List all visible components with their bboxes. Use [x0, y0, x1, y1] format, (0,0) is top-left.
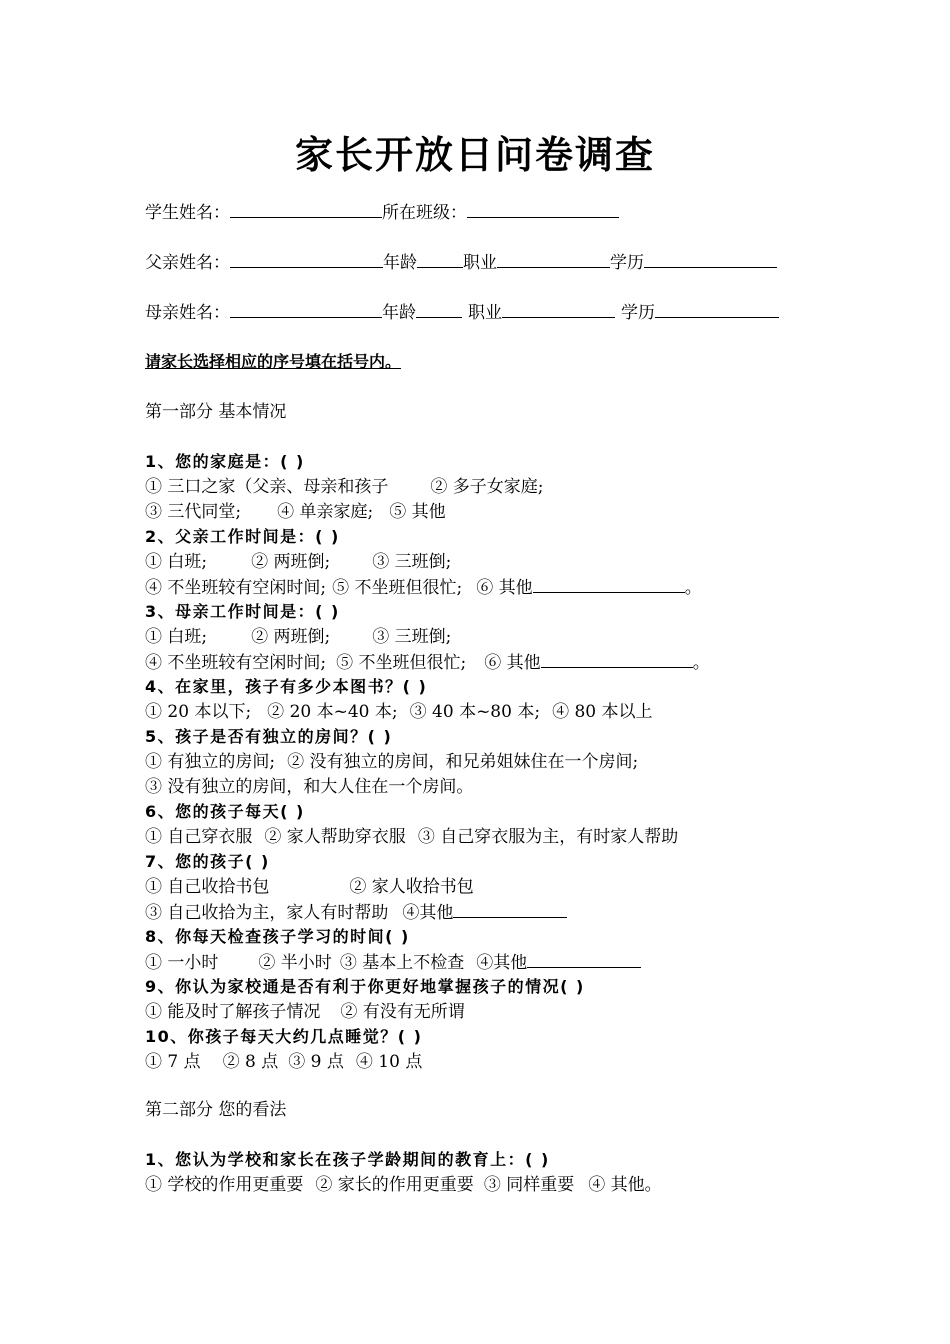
- question-8: 8、你每天检查孩子学习的时间( ): [145, 927, 410, 946]
- question-3-options-row1: [145, 625, 451, 649]
- question-8-options: [145, 950, 641, 975]
- q3-option-5[interactable]: ⑤ 不坐班但很忙;: [336, 653, 467, 673]
- student-name-label: 学生姓名：: [145, 203, 230, 223]
- q6-option-3[interactable]: ③ 自己穿衣服为主，有时家人帮助: [417, 827, 679, 847]
- q8-option-1[interactable]: ① 一小时: [145, 953, 219, 973]
- q3-option-1[interactable]: ① 白班;: [145, 627, 208, 647]
- mother-age-label: 年龄: [382, 303, 416, 323]
- p2q1-option-2[interactable]: ② 家长的作用更重要: [315, 1175, 474, 1195]
- question-7: 7、您的孩子( ): [145, 852, 270, 871]
- q1-option-1[interactable]: ① 三口之家（父亲、母亲和孩子: [145, 477, 389, 497]
- class-label: 所在班级：: [382, 203, 467, 223]
- father-name-field[interactable]: [230, 250, 383, 268]
- q3-option-6[interactable]: ⑥ 其他: [484, 653, 541, 673]
- mother-job-label: 职业: [468, 303, 502, 323]
- q2-option-6[interactable]: ⑥ 其他: [476, 578, 533, 598]
- mother-age-field[interactable]: [416, 300, 462, 318]
- question-7-options-row2: [145, 900, 567, 925]
- q6-option-2[interactable]: ② 家人帮助穿衣服: [264, 827, 406, 847]
- q3-option-2[interactable]: ② 两班倒;: [251, 627, 331, 647]
- q3-option-3[interactable]: ③ 三班倒;: [372, 627, 452, 647]
- q1-option-4[interactable]: ④ 单亲家庭;: [277, 502, 374, 522]
- q10-option-3[interactable]: ③ 9 点: [288, 1052, 344, 1072]
- question-7-options-row1: [145, 875, 474, 899]
- father-job-field[interactable]: [497, 250, 610, 268]
- q8-other-field[interactable]: [527, 950, 641, 968]
- father-age-field[interactable]: [417, 250, 463, 268]
- part2-heading: 第二部分 您的看法: [145, 1100, 287, 1120]
- father-info-row: [145, 250, 777, 275]
- q10-option-4[interactable]: ④ 10 点: [355, 1052, 423, 1072]
- student-info-row: [145, 200, 619, 225]
- mother-edu-field[interactable]: [655, 300, 779, 318]
- q1-option-2[interactable]: ② 多子女家庭;: [430, 477, 544, 497]
- q7-option-4[interactable]: ④其他: [402, 903, 454, 923]
- father-edu-field[interactable]: [644, 250, 777, 268]
- question-5-options-row1: [145, 750, 638, 774]
- question-10: 10、你孩子每天大约几点睡觉？( ): [145, 1027, 423, 1046]
- q10-option-1[interactable]: ① 7 点: [145, 1052, 201, 1072]
- q2-period: 。: [684, 578, 702, 598]
- q7-option-2[interactable]: ② 家人收拾书包: [349, 877, 474, 897]
- q9-option-2[interactable]: ② 有没有无所谓: [340, 1002, 465, 1022]
- father-edu-label: 学历: [610, 253, 644, 273]
- question-6: 6、您的孩子每天( ): [145, 802, 305, 821]
- p2q1-option-3[interactable]: ③ 同样重要: [483, 1175, 575, 1195]
- q4-option-1[interactable]: ① 20 本以下;: [145, 702, 252, 722]
- question-1-options-row2: [145, 500, 446, 524]
- question-3-options-row2: [145, 650, 710, 675]
- q3-option-4[interactable]: ④ 不坐班较有空闲时间;: [145, 653, 327, 673]
- father-age-label: 年龄: [383, 253, 417, 273]
- question-4: 4、在家里，孩子有多少本图书？( ): [145, 677, 428, 696]
- q4-option-3[interactable]: ③ 40 本~80 本;: [409, 702, 541, 722]
- part2-question-1-options: [145, 1173, 662, 1197]
- q8-option-3[interactable]: ③ 基本上不检查: [339, 953, 465, 973]
- q9-option-1[interactable]: ① 能及时了解孩子情况: [145, 1002, 321, 1022]
- part1-heading: 第一部分 基本情况: [145, 402, 287, 422]
- q5-option-2[interactable]: ② 没有独立的房间，和兄弟姐妹住在一个房间;: [287, 752, 639, 772]
- question-2: 2、父亲工作时间是：( ): [145, 527, 340, 546]
- question-5: 5、孩子是否有独立的房间？( ): [145, 727, 393, 746]
- question-10-options: [145, 1050, 422, 1074]
- question-9: 9、你认为家校通是否有利于你更好地掌握孩子的情况( ): [145, 977, 585, 996]
- question-4-options: [145, 700, 653, 724]
- mother-name-label: 母亲姓名：: [145, 303, 230, 323]
- q1-option-5[interactable]: ⑤ 其他: [389, 502, 446, 522]
- q5-option-3[interactable]: ③ 没有独立的房间，和大人住在一个房间。: [145, 777, 474, 797]
- student-name-field[interactable]: [230, 200, 382, 218]
- q8-option-2[interactable]: ② 半小时: [258, 953, 332, 973]
- question-6-options: [145, 825, 678, 849]
- question-2-options-row1: [145, 550, 451, 574]
- father-job-label: 职业: [463, 253, 497, 273]
- q7-other-field[interactable]: [453, 900, 567, 918]
- q1-option-3[interactable]: ③ 三代同堂;: [145, 502, 242, 522]
- q7-option-3[interactable]: ③ 自己收拾为主，家人有时帮助: [145, 903, 389, 923]
- mother-edu-label: 学历: [621, 303, 655, 323]
- page-title: 家长开放日问卷调查: [294, 133, 655, 177]
- q3-period: 。: [692, 653, 710, 673]
- mother-job-field[interactable]: [502, 300, 615, 318]
- question-1: 1、您的家庭是：( ): [145, 452, 305, 471]
- question-3: 3、母亲工作时间是：( ): [145, 602, 340, 621]
- q4-option-4[interactable]: ④ 80 本以上: [552, 702, 653, 722]
- q2-option-2[interactable]: ② 两班倒;: [251, 552, 331, 572]
- father-name-label: 父亲姓名：: [145, 253, 230, 273]
- question-2-options-row2: [145, 575, 702, 600]
- q2-option-3[interactable]: ③ 三班倒;: [372, 552, 452, 572]
- part2-question-1: 1、您认为学校和家长在孩子学龄期间的教育上：( ): [145, 1150, 550, 1169]
- question-5-options-row2: [145, 775, 473, 799]
- question-1-options-row1: [145, 475, 544, 499]
- mother-name-field[interactable]: [230, 300, 382, 318]
- p2q1-option-1[interactable]: ① 学校的作用更重要: [145, 1175, 304, 1195]
- q5-option-1[interactable]: ① 有独立的房间;: [145, 752, 276, 772]
- q2-option-5[interactable]: ⑤ 不坐班但很忙;: [332, 578, 463, 598]
- q8-option-4[interactable]: ④其他: [476, 953, 528, 973]
- q2-option-4[interactable]: ④ 不坐班较有空闲时间;: [145, 578, 327, 598]
- q4-option-2[interactable]: ② 20 本~40 本;: [267, 702, 398, 722]
- q3-other-field[interactable]: [541, 650, 693, 668]
- p2q1-option-4[interactable]: ④ 其他。: [588, 1175, 662, 1195]
- instruction-text: 请家长选择相应的序号填在括号内。: [145, 352, 402, 371]
- q7-option-1[interactable]: ① 自己收拾书包: [145, 877, 270, 897]
- q2-other-field[interactable]: [533, 575, 685, 593]
- q6-option-1[interactable]: ① 自己穿衣服: [145, 827, 253, 847]
- question-9-options: [145, 1000, 465, 1024]
- class-field[interactable]: [467, 200, 619, 218]
- mother-info-row: [145, 300, 779, 325]
- q2-option-1[interactable]: ① 白班;: [145, 552, 208, 572]
- q10-option-2[interactable]: ② 8 点: [222, 1052, 279, 1072]
